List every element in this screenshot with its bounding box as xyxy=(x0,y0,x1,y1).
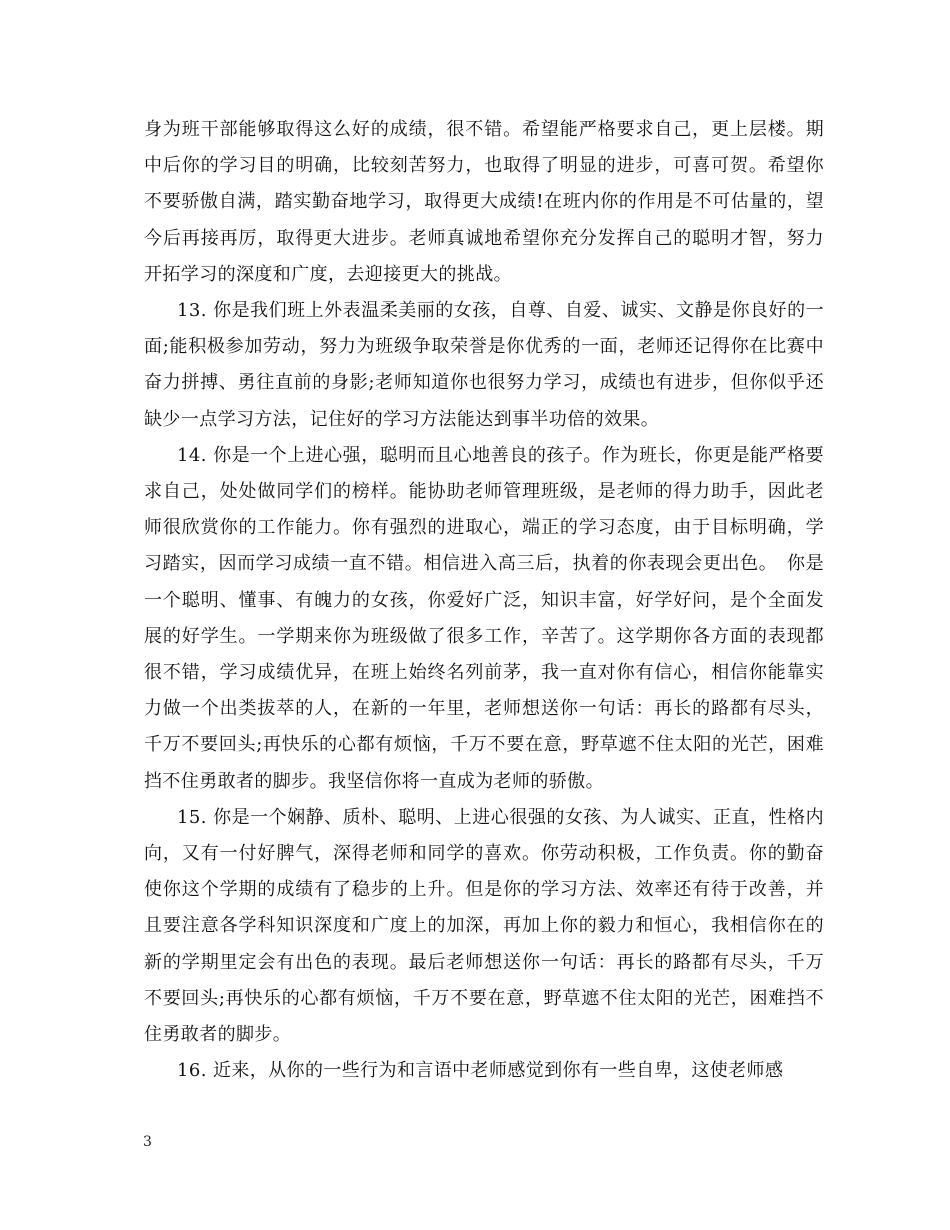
page-body xyxy=(144,112,824,1089)
page-number: 3 xyxy=(143,1134,152,1150)
paragraph-comment-13: 13. 你是我们班上外表温柔美丽的女孩，自尊、自爱、诚实、文静是你良好的一面;能积极参加劳动，努力为班级争取荣誉是你优秀的一面，老师还记得你在比赛中奋力拼搏、勇往直前的身影;老师知道你也很努力学习，成绩也有进步，但你似乎还缺少一点学习方法，记住好的学习方法能达到事半功倍的效果。 xyxy=(144,300,824,430)
paragraph-comment-14: 14. 你是一个上进心强，聪明而且心地善良的孩子。作为班长，你更是能严格要求自己，处处做同学们的榜样。能协助老师管理班级，是老师的得力助手，因此老师很欣赏你的工作能力。你有强烈的进取心，端正的学习态度，由于目标明确，学习踏实，因而学习成绩一直不错。相信进入高三后，执着的你表现会更出色。 你是一个聪明、懂事、有魄力的女孩，你爱好广泛，知识丰富，好学好问，是个全面发展的好学生。一学期来你为班级做了很多工作，辛苦了。这学期你各方面的表现都很不错，学习成绩优异，在班上始终名列前茅，我一直对你有信心，相信你能靠实力做一个出类拔萃的人，在新的一年里，老师想送你一句话：再长的路都有尽头，千万不要回头;再快乐的心都有烦恼，千万不要在意，野草遮不住太阳的光芒，困难挡不住勇敢者的脚步。我坚信你将一直成为老师的骄傲。 xyxy=(144,444,824,792)
paragraph-continued: 身为班干部能够取得这么好的成绩，很不错。希望能严格要求自己，更上层楼。期中后你的学习目的明确，比较刻苦努力，也取得了明显的进步，可喜可贺。希望你不要骄傲自满，踏实勤奋地学习，取得更大成绩!在班内你的作用是不可估量的，望今后再接再厉，取得更大进步。老师真诚地希望你充分发挥自己的聪明才智，努力开拓学习的深度和广度，去迎接更大的挑战。 xyxy=(144,119,824,285)
paragraph-comment-16: 16. 近来，从你的一些行为和言语中老师感觉到你有一些自卑，这使老师感 xyxy=(177,1060,784,1082)
paragraph-comment-15: 15. 你是一个娴静、质朴、聪明、上进心很强的女孩、为人诚实、正直，性格内向，又有一付好脾气，深得老师和同学的喜欢。你劳动积极，工作负责。你的勤奋使你这个学期的成绩有了稳步的上升。但是你的学习方法、效率还有待于改善，并且要注意各学科知识深度和广度上的加深，再加上你的毅力和恒心，我相信你在的新的学期里定会有出色的表现。最后老师想送你一句话：再长的路都有尽头，千万不要回头;再快乐的心都有烦恼，千万不要在意，野草遮不住太阳的光芒，困难挡不住勇敢者的脚步。 xyxy=(144,806,824,1046)
